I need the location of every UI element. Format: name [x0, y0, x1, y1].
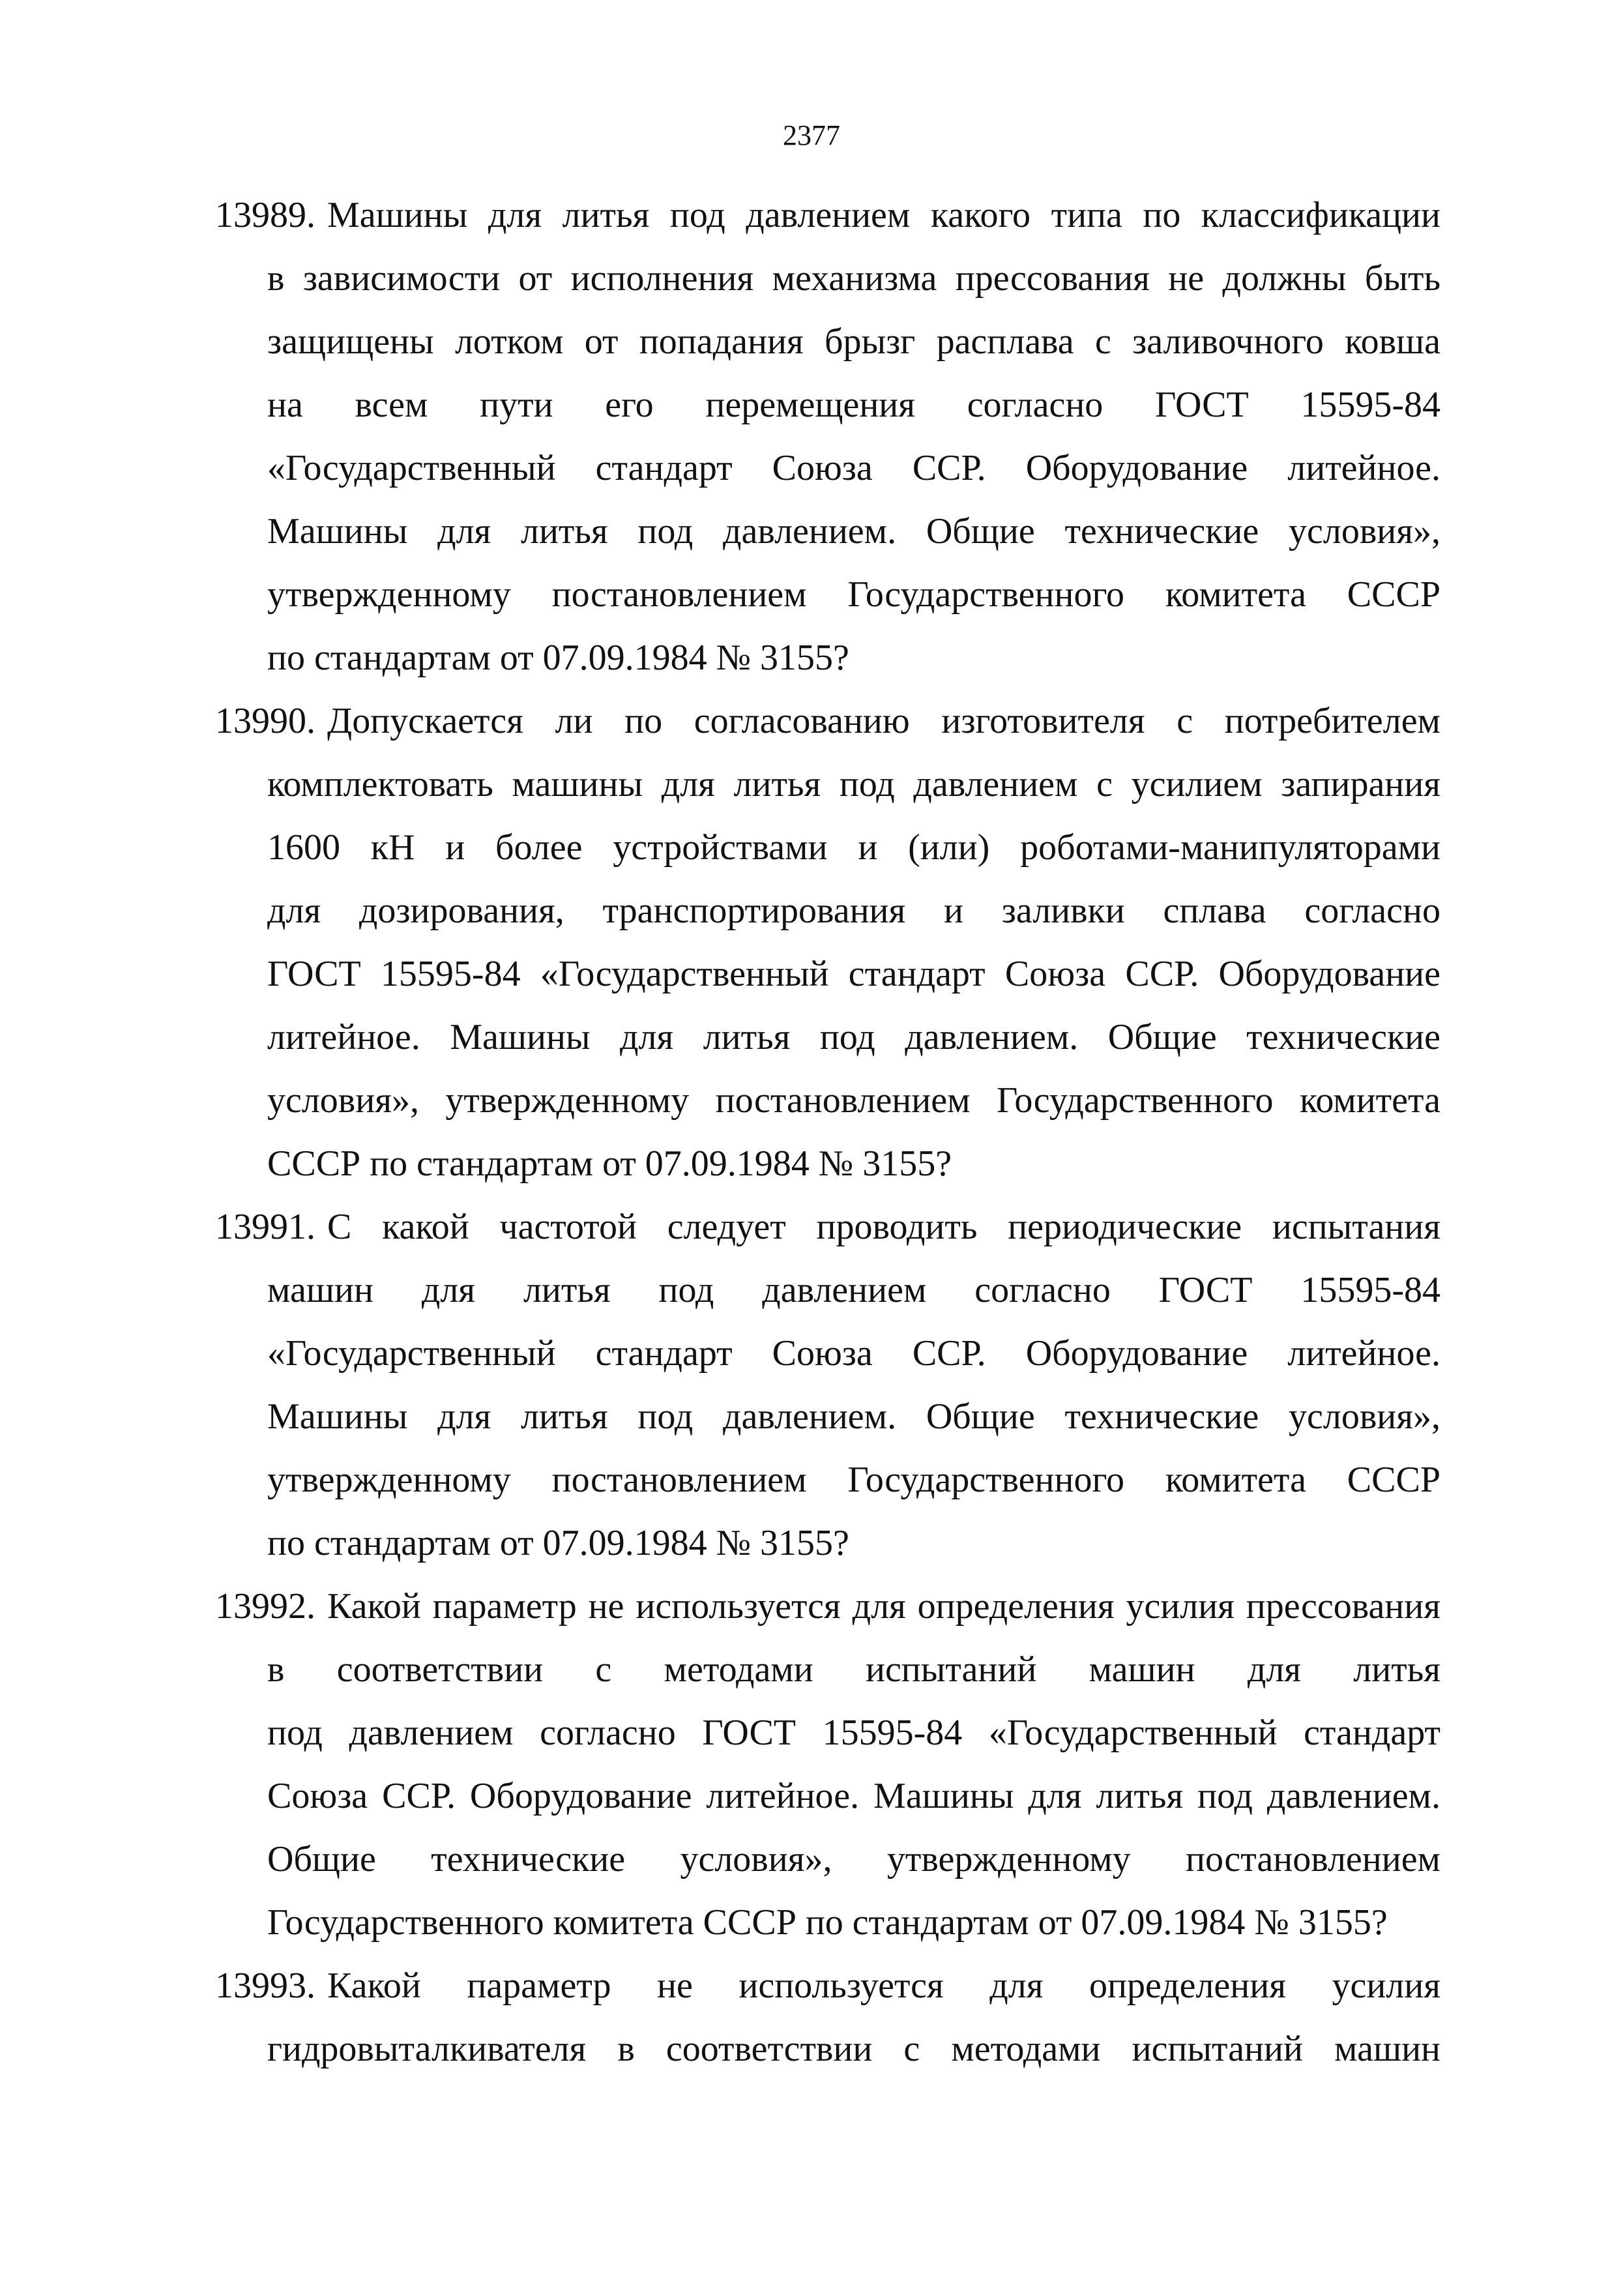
question-line: 1600 кН и более устройствами и (или) роботами-манипуляторами — [267, 827, 1440, 868]
question-number: 13991. — [215, 1207, 315, 1247]
question-line: в соответствии с методами испытаний машин для литья — [267, 1649, 1440, 1690]
question-line: в зависимости от исполнения механизма прессования не должны быть — [267, 258, 1440, 299]
question-number: 13990. — [215, 701, 315, 741]
question-line — [215, 690, 1440, 753]
question-number: 13989. — [215, 195, 315, 235]
question-text: Какой параметр не используется для определения усилия прессования — [327, 1586, 1440, 1626]
question-line — [215, 184, 1440, 247]
question-line: по стандартам от 07.09.1984 № 3155? — [267, 1523, 849, 1563]
question-line: по стандартам от 07.09.1984 № 3155? — [267, 638, 849, 678]
question-13991 — [215, 1196, 1440, 1575]
question-line: Государственного комитета СССР по стандартам от 07.09.1984 № 3155? — [267, 1902, 1388, 1943]
question-line: утвержденному постановлением Государственного комитета СССР — [267, 1460, 1440, 1500]
question-line: Общие технические условия», утвержденному постановлением — [267, 1839, 1440, 1879]
question-line: условия», утвержденному постановлением Государственного комитета — [267, 1080, 1440, 1121]
question-text: Какой параметр не используется для определения усилия — [327, 1965, 1440, 2006]
question-line: утвержденному постановлением Государственного комитета СССР — [267, 574, 1440, 615]
question-line: «Государственный стандарт Союза ССР. Оборудование литейное. — [267, 1333, 1440, 1374]
question-13990 — [215, 690, 1440, 1196]
page-number: 2377 — [783, 119, 840, 151]
question-line: литейное. Машины для литья под давлением. Общие технические — [267, 1017, 1440, 1057]
question-13992 — [215, 1575, 1440, 1954]
question-line: Машины для литья под давлением. Общие технические условия», — [267, 511, 1440, 552]
question-13989 — [215, 184, 1440, 690]
question-line: Машины для литья под давлением. Общие технические условия», — [267, 1396, 1440, 1437]
question-text: Допускается ли по согласованию изготовителя с потребителем — [327, 701, 1440, 741]
question-line — [215, 1196, 1440, 1259]
question-line: машин для литья под давлением согласно ГОСТ 15595-84 — [267, 1270, 1440, 1310]
question-line: гидровыталкивателя в соответствии с методами испытаний машин — [267, 2029, 1440, 2069]
question-line: Союза ССР. Оборудование литейное. Машины для литья под давлением. — [267, 1776, 1440, 1816]
question-line — [215, 1954, 1440, 2018]
question-line: «Государственный стандарт Союза ССР. Оборудование литейное. — [267, 448, 1440, 488]
question-text: С какой частотой следует проводить периодические испытания — [327, 1207, 1440, 1247]
question-number: 13993. — [215, 1965, 315, 2006]
question-line: под давлением согласно ГОСТ 15595-84 «Государственный стандарт — [267, 1713, 1440, 1753]
question-line: на всем пути его перемещения согласно ГОСТ 15595-84 — [267, 385, 1440, 425]
question-line — [215, 1575, 1440, 1638]
question-13993 — [215, 1954, 1440, 2081]
question-line: СССР по стандартам от 07.09.1984 № 3155? — [267, 1143, 952, 1184]
question-line: защищены лотком от попадания брызг расплава с заливочного ковша — [267, 321, 1440, 362]
question-number: 13992. — [215, 1586, 315, 1626]
question-line: для дозирования, транспортирования и заливки сплава согласно — [267, 890, 1440, 931]
question-line: комплектовать машины для литья под давлением с усилием запирания — [267, 764, 1440, 804]
question-text: Машины для литья под давлением какого типа по классификации — [327, 195, 1440, 235]
question-line: ГОСТ 15595-84 «Государственный стандарт Союза ССР. Оборудование — [267, 954, 1440, 994]
